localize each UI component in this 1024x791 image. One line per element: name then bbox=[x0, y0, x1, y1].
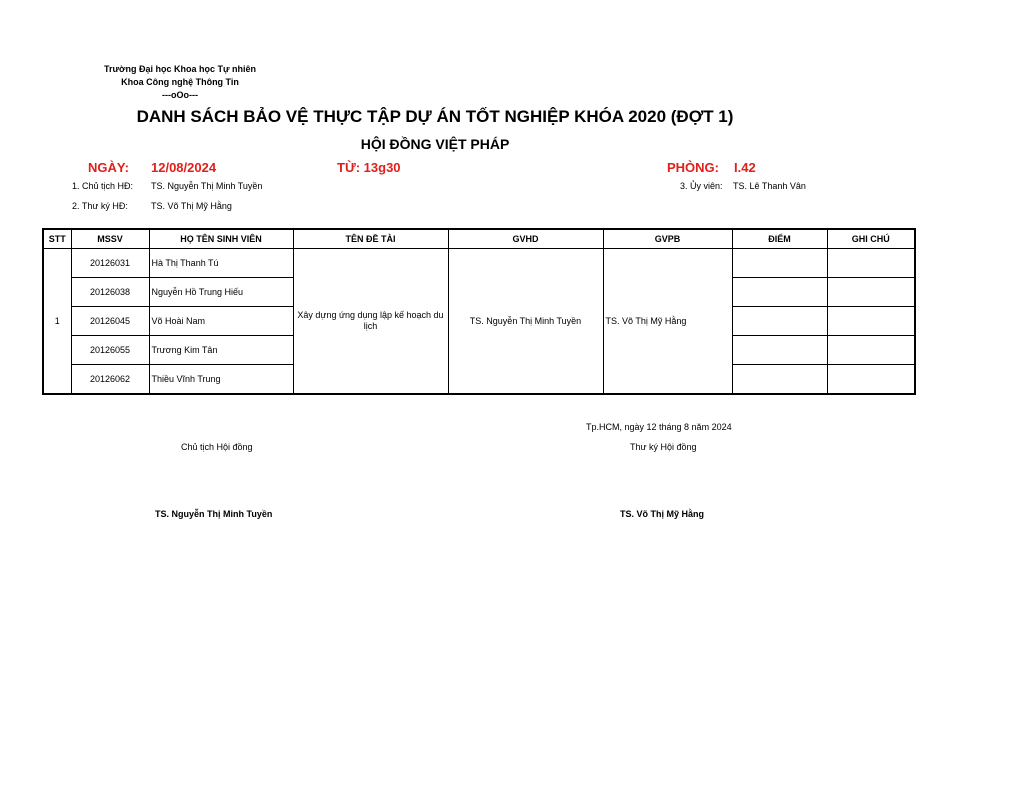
gvpb-cell: TS. Võ Thị Mỹ Hằng bbox=[603, 249, 732, 395]
faculty-name: Khoa Công nghệ Thông Tin bbox=[121, 77, 239, 87]
score-cell[interactable] bbox=[732, 249, 827, 278]
student-name-cell: Hà Thị Thanh Tú bbox=[149, 249, 293, 278]
notes-cell[interactable] bbox=[827, 249, 915, 278]
gvhd-cell: TS. Nguyễn Thị Minh Tuyền bbox=[448, 249, 603, 395]
mssv-cell: 20126038 bbox=[71, 278, 149, 307]
header-mssv: MSSV bbox=[71, 229, 149, 249]
room-value: I.42 bbox=[734, 160, 756, 175]
student-name-cell: Trương Kim Tân bbox=[149, 336, 293, 365]
chair-signature-name: TS. Nguyễn Thị Minh Tuyền bbox=[155, 509, 273, 519]
student-name-cell: Thiều Vĩnh Trung bbox=[149, 365, 293, 395]
date-value: 12/08/2024 bbox=[151, 160, 217, 175]
secretary-label: 2. Thư ký HĐ: bbox=[72, 201, 128, 211]
member-name: TS. Lê Thanh Vân bbox=[733, 181, 806, 191]
member-label: 3. Ủy viên: bbox=[680, 181, 723, 191]
student-name-cell: Nguyễn Hồ Trung Hiếu bbox=[149, 278, 293, 307]
header-gvhd: GVHD bbox=[448, 229, 603, 249]
topic-cell: Xây dựng ứng dụng lập kế hoạch du lịch bbox=[293, 249, 448, 395]
score-cell[interactable] bbox=[732, 278, 827, 307]
header-student-name: HỌ TÊN SINH VIÊN bbox=[149, 229, 293, 249]
table-header-row bbox=[43, 229, 915, 249]
student-name-cell: Võ Hoài Nam bbox=[149, 307, 293, 336]
stt-cell: 1 bbox=[43, 249, 71, 395]
secretary-title: Thư ký Hội đồng bbox=[630, 442, 697, 452]
mssv-cell: 20126062 bbox=[71, 365, 149, 395]
defense-schedule-table bbox=[42, 228, 916, 395]
header-stt: STT bbox=[43, 229, 71, 249]
notes-cell[interactable] bbox=[827, 336, 915, 365]
header-topic: TÊN ĐỀ TÀI bbox=[293, 229, 448, 249]
secretary-name: TS. Võ Thị Mỹ Hằng bbox=[151, 201, 232, 211]
date-label: NGÀY: bbox=[88, 160, 129, 175]
notes-cell[interactable] bbox=[827, 365, 915, 395]
chair-label: 1. Chủ tịch HĐ: bbox=[72, 181, 134, 191]
mssv-cell: 20126055 bbox=[71, 336, 149, 365]
page-subtitle: HỘI ĐỒNG VIỆT PHÁP bbox=[360, 136, 510, 152]
header-ornament: ---oOo--- bbox=[162, 90, 198, 100]
room-label: PHÒNG: bbox=[667, 160, 719, 175]
notes-cell[interactable] bbox=[827, 307, 915, 336]
notes-cell[interactable] bbox=[827, 278, 915, 307]
score-cell[interactable] bbox=[732, 307, 827, 336]
university-name: Trường Đại học Khoa học Tự nhiên bbox=[104, 64, 256, 74]
header-notes: GHI CHÚ bbox=[827, 229, 915, 249]
time-label: TỪ: 13g30 bbox=[337, 160, 401, 175]
chair-title: Chủ tịch Hội đồng bbox=[181, 442, 253, 452]
table-row bbox=[43, 249, 915, 278]
score-cell[interactable] bbox=[732, 336, 827, 365]
score-cell[interactable] bbox=[732, 365, 827, 395]
secretary-signature-name: TS. Võ Thị Mỹ Hằng bbox=[620, 509, 705, 519]
header-score: ĐIỂM bbox=[732, 229, 827, 249]
mssv-cell: 20126045 bbox=[71, 307, 149, 336]
mssv-cell: 20126031 bbox=[71, 249, 149, 278]
header-gvpb: GVPB bbox=[603, 229, 732, 249]
place-date: Tp.HCM, ngày 12 tháng 8 năm 2024 bbox=[586, 422, 732, 432]
chair-name: TS. Nguyễn Thị Minh Tuyền bbox=[151, 181, 263, 191]
page-title: DANH SÁCH BẢO VỆ THỰC TẬP DỰ ÁN TỐT NGHIỆP KHÓA 2020 (ĐỢT 1) bbox=[136, 107, 734, 126]
